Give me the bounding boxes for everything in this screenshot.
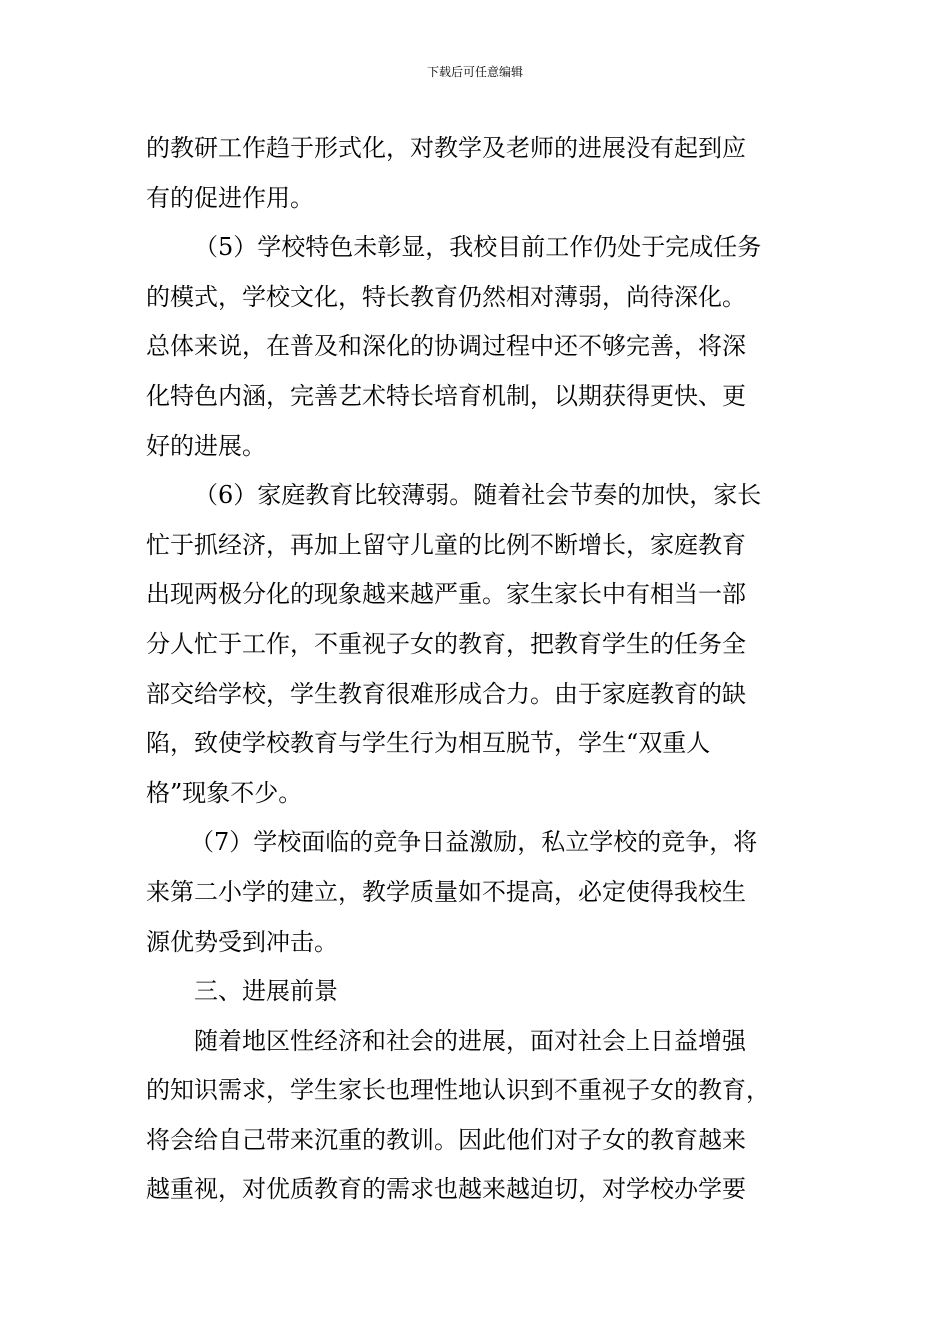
text-line: （6）家庭教育比较薄弱。随着社会节奏的加快，家长 — [194, 481, 762, 510]
text-line: 有的促进作用。 — [146, 183, 314, 212]
document-body — [146, 124, 798, 1215]
text-line: 陷，致使学校教育与学生行为相互脱节，学生“双重人 — [146, 729, 711, 758]
text-line: （7）学校面临的竞争日益激励，私立学校的竞争，将 — [190, 828, 758, 857]
text-line: 的教研工作趋于形式化，对教学及老师的进展没有起到应 — [146, 134, 746, 162]
text-line: 出现两极分化的现象越来越严重。家生家长中有相当一部 — [146, 580, 746, 609]
text-line: 源优势受到冲击。 — [146, 927, 338, 956]
text-line: 格”现象不少。 — [146, 778, 303, 807]
text-line: 总体来说，在普及和深化的协调过程中还不够完善，将深 — [146, 332, 746, 361]
text-line: 随着地区性经济和社会的进展，面对社会上日益增强 — [194, 1026, 746, 1055]
text-line: （5）学校特色未彰显，我校目前工作仍处于完成任务 — [194, 233, 762, 262]
text-line: 越重视，对优质教育的需求也越来越迫切，对学校办学要 — [146, 1175, 746, 1204]
text-line: 的模式，学校文化，特长教育仍然相对薄弱，尚待深化。 — [146, 282, 746, 311]
text-line: 的知识需求，学生家长也理性地认识到不重视子女的教育， — [146, 1076, 770, 1105]
text-line: 化特色内涵，完善艺术特长培育机制，以期获得更快、更 — [146, 381, 746, 410]
text-line: 将会给自己带来沉重的教训。因此他们对子女的教育越来 — [146, 1125, 746, 1154]
section-heading: 三、进展前景 — [194, 977, 338, 1006]
text-line: 分人忙于工作，不重视子女的教育，把教育学生的任务全 — [146, 629, 746, 658]
text-line: 忙于抓经济，再加上留守儿童的比例不断增长，家庭教育 — [146, 530, 746, 559]
text-line: 来第二小学的建立，教学质量如不提高，必定使得我校生 — [146, 877, 746, 906]
page-header: 下载后可任意编辑 — [426, 65, 523, 79]
text-line: 部交给学校，学生教育很难形成合力。由于家庭教育的缺 — [146, 679, 746, 708]
text-line: 好的进展。 — [146, 431, 266, 460]
